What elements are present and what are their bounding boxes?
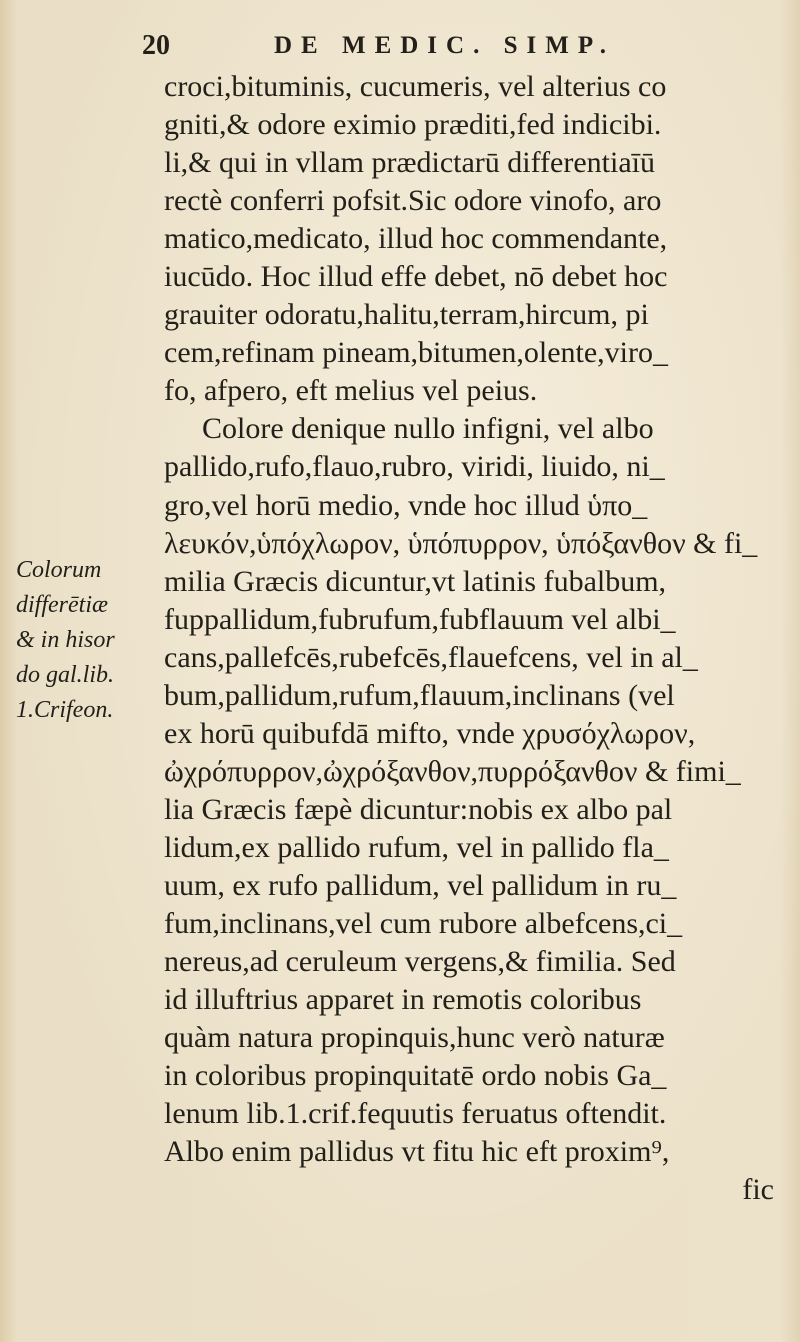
text-line: quàm natura propinquis,hunc verò naturæ (164, 1021, 665, 1055)
text-line: fo, afpero, eft melius vel peius. (164, 374, 538, 408)
text-line: nereus,ad ceruleum vergens,& fimilia. Sed (164, 945, 676, 979)
text-line: Albo enim pallidus vt fitu hic eft proxim⁹, (164, 1135, 670, 1169)
page-number: 20 (142, 30, 170, 61)
text-line: fum,inclinans,vel cum rubore albefcens,ci_ (164, 907, 683, 941)
marginal-note-line: 1.Crifeon. (16, 697, 114, 723)
text-line: ὠχρόπυρρον,ὠχρόξανθον,πυρρόξανθον & fimi_ (164, 754, 741, 788)
text-line: milia Græcis dicuntur,vt latinis fubalbum, (164, 564, 667, 598)
text-line: in coloribus propinquitatē ordo nobis Ga_ (164, 1059, 667, 1093)
text-line: lia Græcis fæpè dicuntur:nobis ex albo pal (164, 792, 673, 826)
text-line: lenum lib.1.crif.fequutis feruatus oftendit. (164, 1097, 667, 1131)
text-line: gniti,& odore eximio præditi,fed indicibi. (164, 108, 662, 142)
marginal-note-line: Colorum (16, 557, 102, 583)
text-line: bum,pallidum,rufum,flauum,inclinans (vel (164, 678, 675, 712)
text-line: uum, ex rufo pallidum, vel pallidum in ru_ (164, 868, 677, 902)
text-line: id illuftrius apparet in remotis coloribus (164, 983, 642, 1017)
text-line: fuppallidum,fubrufum,fubflauum vel albi_ (164, 602, 676, 636)
running-head (142, 30, 702, 66)
text-line: grauiter odoratu,halitu,terram,hircum, pi (164, 298, 649, 332)
text-line: cans,pallefcēs,rubefcēs,flauefcens, vel in al_ (164, 640, 698, 674)
text-line: ex horū quibufdā mifto, vnde χρυσόχλωρον, (164, 716, 696, 750)
marginal-note (16, 553, 156, 728)
text-line: rectè conferri pofsit.Sic odore vinofo, aro (164, 184, 662, 218)
text-line: gro,vel horū medio, vnde hoc illud ὑπο_ (164, 488, 648, 522)
text-line: li,& qui in vllam prædictarū differentiaīū (164, 146, 656, 180)
catchword: fic (742, 1173, 774, 1207)
text-line: croci,bituminis, cucumeris, vel alterius co (164, 70, 667, 103)
paragraph-start-line: Colore denique nullo infigni, vel albo (202, 412, 654, 446)
text-line: lidum,ex pallido rufum, vel in pallido fla_ (164, 830, 669, 864)
text-line: matico,medicato, illud hoc commendante, (164, 222, 668, 256)
body-text (164, 68, 792, 1209)
marginal-note-line: do gal.lib. (16, 662, 115, 688)
text-line: pallido,rufo,flauo,rubro, viridi, liuido, ni_ (164, 450, 665, 484)
marginal-note-line: & in hisor (16, 627, 115, 653)
text-line: λευκόν,ὑπόχλωρον, ὑπόπυρρον, ὑπόξανθον & fi_ (164, 526, 758, 560)
running-head-title: DE MEDIC. SIMP. (274, 32, 616, 59)
marginal-note-line: differētiæ (16, 592, 108, 618)
text-line: iucūdo. Hoc illud effe debet, nō debet hoc (164, 260, 668, 294)
text-line: cem,refinam pineam,bitumen,olente,viro_ (164, 336, 668, 370)
